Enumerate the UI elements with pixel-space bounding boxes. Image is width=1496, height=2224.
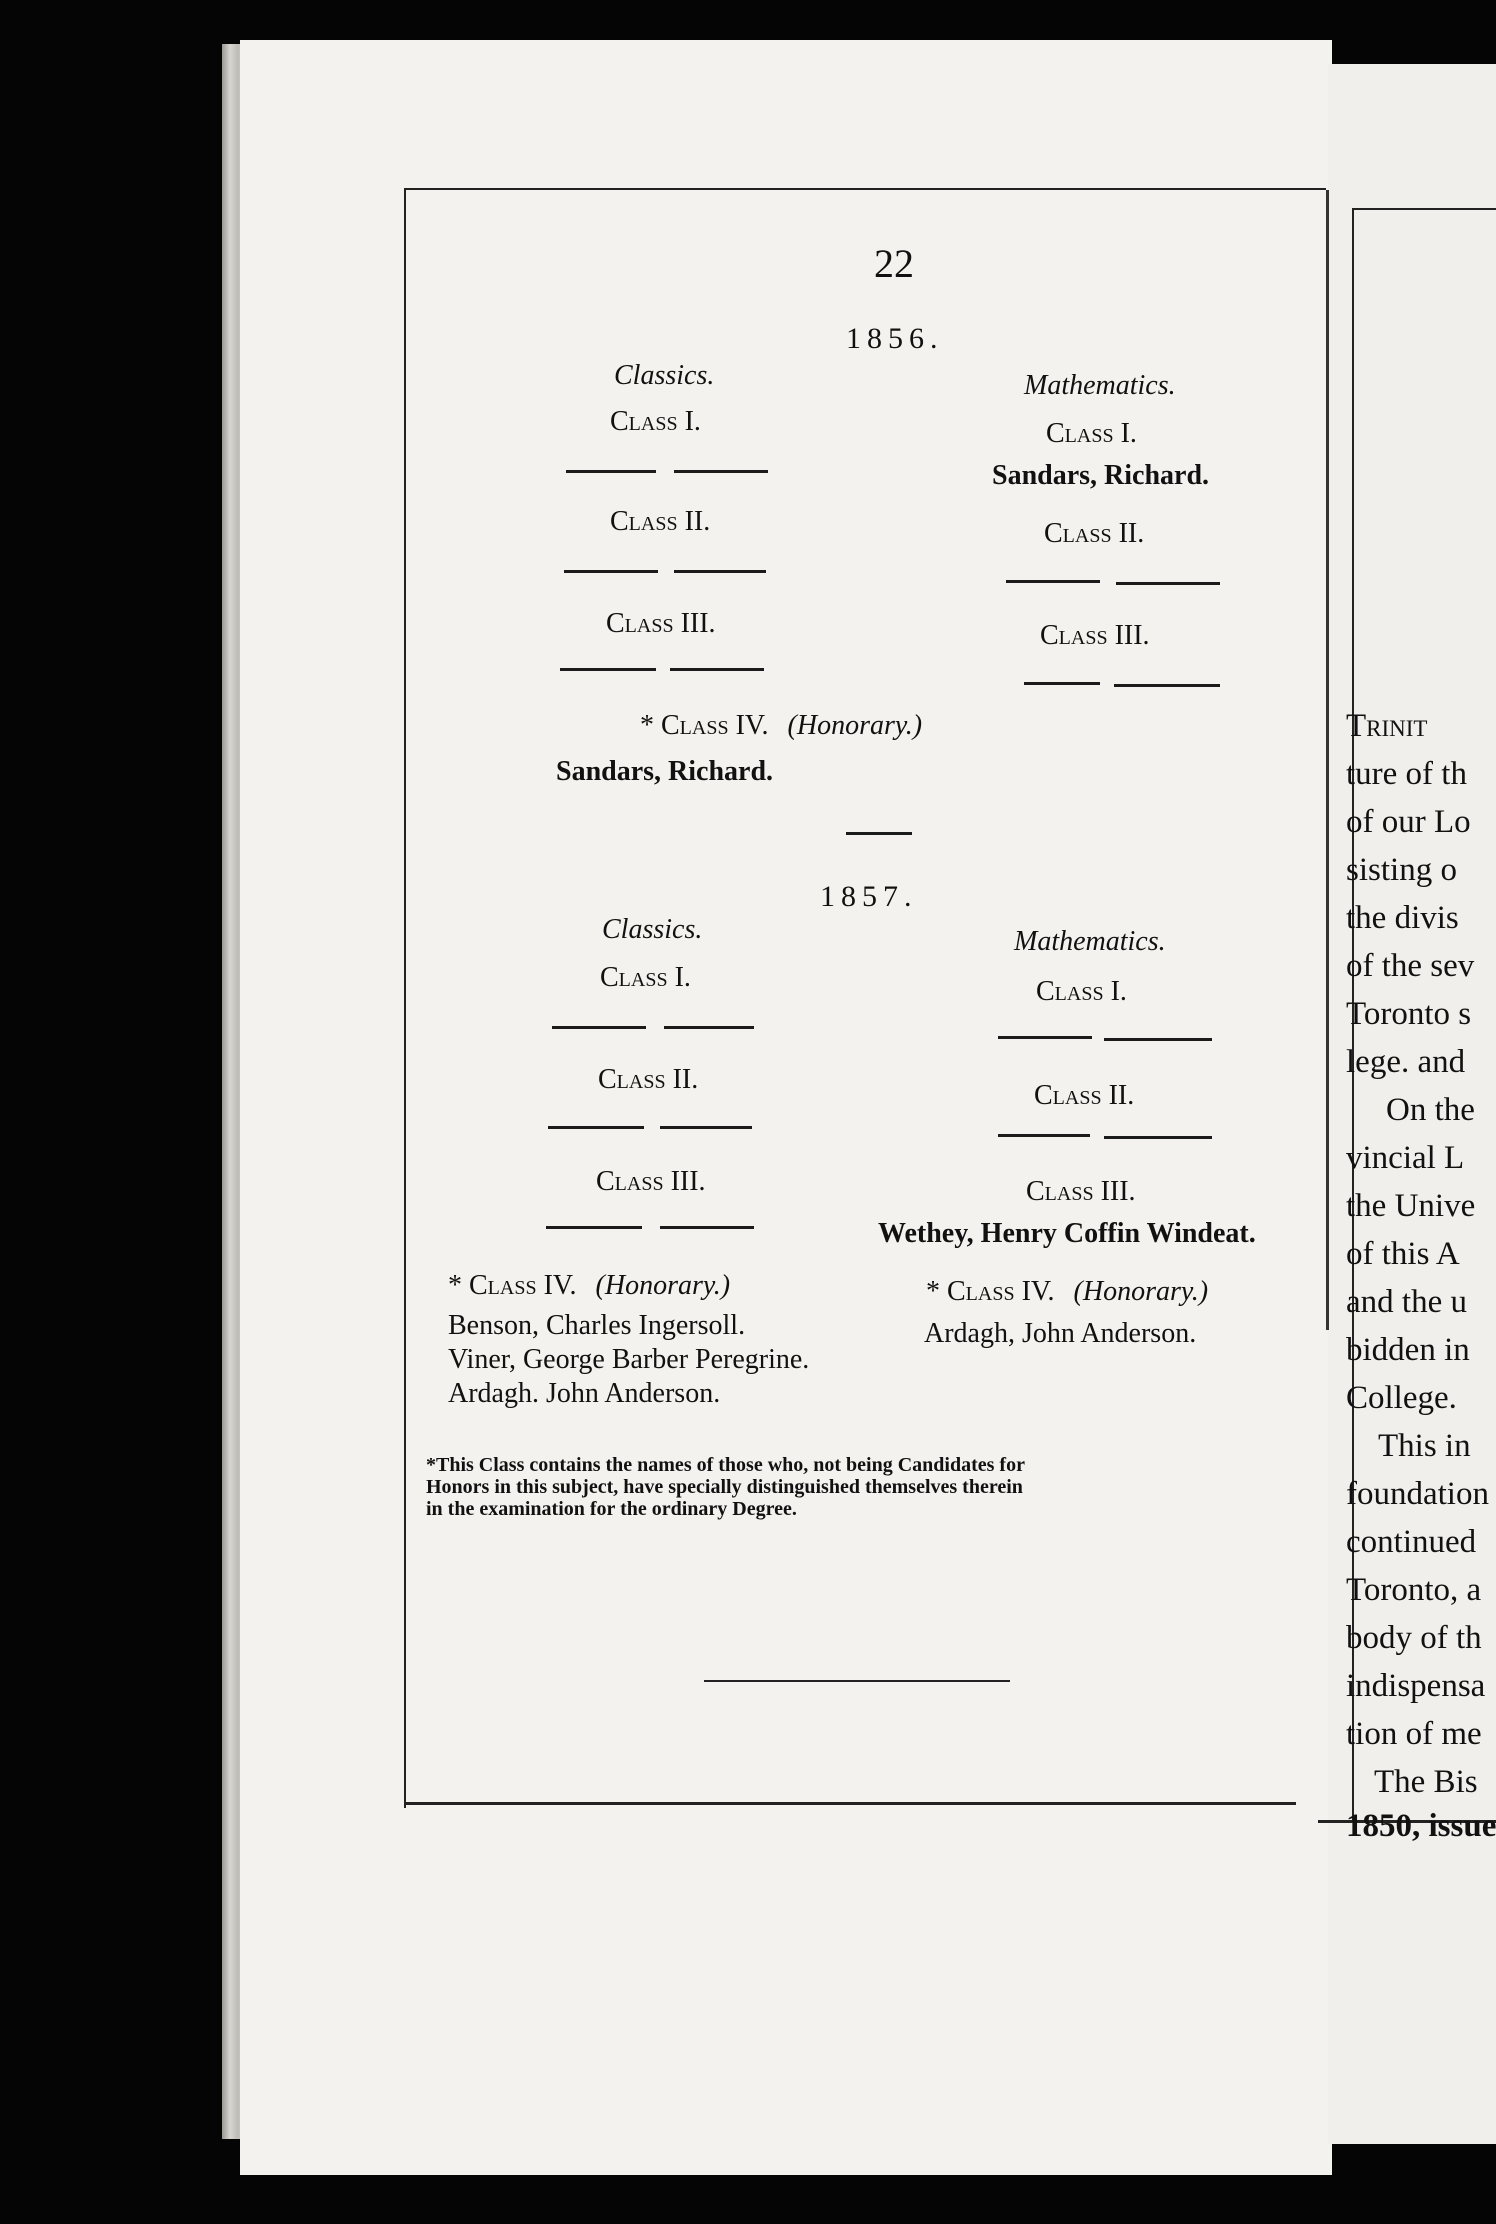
right-page-line: the Unive: [1346, 1188, 1476, 1224]
divider: [998, 1036, 1092, 1039]
right-page-line: Trinit: [1346, 708, 1428, 744]
divider: [546, 1226, 642, 1229]
divider: [566, 470, 656, 473]
right-page-line: the divis: [1346, 900, 1459, 936]
mathematics-class2-1857: Class II.: [1034, 1080, 1135, 1111]
divider: [1006, 580, 1100, 583]
divider: [1104, 1038, 1212, 1041]
page-frame-bottom: [404, 1802, 1296, 1805]
right-page-line: vincial L: [1346, 1140, 1465, 1176]
footnote: *This Class contains the names of those who, not being Candidates for Honors in this subject, have specially distinguished themselves therein in the examination for the ordinary Degree.: [426, 1454, 1025, 1520]
right-page-line: continued: [1346, 1524, 1477, 1560]
classics-heading-1857: Classics.: [602, 914, 703, 945]
mathematics-class1-1856: Class I.: [1046, 418, 1137, 449]
mathematics-heading-1856: Mathematics.: [1024, 370, 1176, 401]
divider: [664, 1026, 754, 1029]
classics-class4-name: Ardagh. John Anderson.: [448, 1378, 721, 1409]
right-page-line: The Bis: [1374, 1764, 1478, 1800]
right-page-line: On the: [1386, 1092, 1475, 1128]
right-page-line: of our Lo: [1346, 804, 1471, 840]
right-page-line: Toronto, a: [1346, 1572, 1482, 1608]
divider: [660, 1126, 752, 1129]
mathematics-class1-name-1856: Sandars, Richard.: [992, 460, 1210, 491]
mathematics-class1-1857: Class I.: [1036, 976, 1127, 1007]
right-page-line: tion of me: [1346, 1716, 1482, 1752]
mathematics-class4-label-1857: * Class IV.: [926, 1276, 1055, 1307]
end-rule: [704, 1680, 1010, 1682]
right-page-line: This in: [1378, 1428, 1471, 1464]
right-page-line: body of th: [1346, 1620, 1482, 1656]
right-page-line: lege. and: [1346, 1044, 1466, 1080]
classics-class4-name: Benson, Charles Ingersoll.: [448, 1310, 746, 1341]
right-page-line: ture of th: [1346, 756, 1467, 792]
right-page-line: 1850, issue: [1346, 1808, 1496, 1844]
year-heading-1857: 1857.: [820, 880, 918, 913]
classics-class4-qualifier-1857: (Honorary.): [595, 1270, 731, 1301]
right-page-line: indispensa: [1346, 1668, 1486, 1704]
right-page-frame-top: [1352, 208, 1496, 210]
classics-class3-1856: Class III.: [606, 608, 716, 639]
classics-class3-1857: Class III.: [596, 1166, 706, 1197]
classics-class1-1856: Class I.: [610, 406, 701, 437]
mathematics-heading-1857: Mathematics.: [1014, 926, 1166, 957]
divider: [1116, 582, 1220, 585]
divider: [560, 668, 656, 671]
right-page-line: Toronto s: [1346, 996, 1472, 1032]
right-page-line: sisting o: [1346, 852, 1457, 888]
divider: [1114, 684, 1220, 687]
divider: [674, 470, 768, 473]
mathematics-class3-1857: Class III.: [1026, 1176, 1136, 1207]
right-page-line: of this A: [1346, 1236, 1460, 1272]
divider: [1104, 1136, 1212, 1139]
right-page-line: College.: [1346, 1380, 1457, 1416]
divider: [670, 668, 764, 671]
divider: [548, 1126, 644, 1129]
right-page-line: foundation: [1346, 1476, 1489, 1512]
class4-name-1856: Sandars, Richard.: [556, 756, 774, 787]
classics-class4-1857: [448, 1270, 730, 1302]
classics-heading-1856: Classics.: [614, 360, 715, 391]
divider: [564, 570, 658, 573]
divider: [660, 1226, 754, 1229]
year-heading-1856: 1856.: [846, 322, 944, 355]
class4-qualifier-1856: (Honorary.): [787, 710, 923, 741]
right-page-line: of the sev: [1346, 948, 1475, 984]
mathematics-class4-name: Ardagh, John Anderson.: [924, 1318, 1197, 1349]
mathematics-class3-name-1857: Wethey, Henry Coffin Windeat.: [878, 1218, 1256, 1249]
classics-class2-1856: Class II.: [610, 506, 711, 537]
mathematics-class2-1856: Class II.: [1044, 518, 1145, 549]
mathematics-class4-1857: [926, 1276, 1208, 1308]
page-frame-right: [1326, 190, 1329, 1330]
page-frame: [404, 188, 1326, 1808]
divider: [552, 1026, 646, 1029]
page-number: 22: [874, 241, 914, 286]
mathematics-class4-qualifier-1857: (Honorary.): [1073, 1276, 1209, 1307]
classics-class4-name: Viner, George Barber Peregrine.: [448, 1344, 810, 1375]
mathematics-class3-1856: Class III.: [1040, 620, 1150, 651]
right-page-line: bidden in: [1346, 1332, 1470, 1368]
divider: [674, 570, 766, 573]
right-page-line: and the u: [1346, 1284, 1467, 1320]
classics-class4-label-1857: * Class IV.: [448, 1270, 577, 1301]
class4-label-1856: * Class IV.: [640, 710, 769, 741]
divider: [1024, 682, 1100, 685]
class4-1856: [640, 710, 922, 742]
divider: [998, 1134, 1090, 1137]
classics-class2-1857: Class II.: [598, 1064, 699, 1095]
classics-class1-1857: Class I.: [600, 962, 691, 993]
year-separator: [846, 832, 912, 835]
